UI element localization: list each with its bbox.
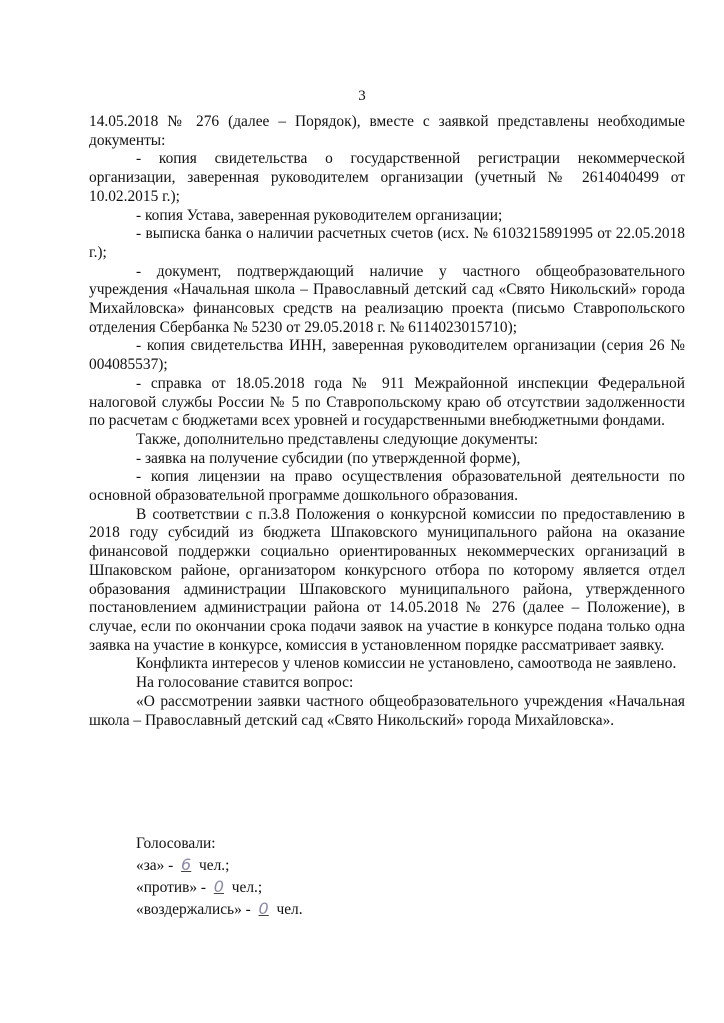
paragraph: 14.05.2018 № 276 (далее – Порядок), вместе с заявкой представлены необходимые документы: [89, 113, 685, 149]
page-number: 3 [358, 88, 366, 104]
vote-against-handwritten-value: 0 [213, 877, 224, 896]
vote-unit: чел. [276, 901, 303, 918]
voting-results [136, 833, 536, 920]
paragraph: - копия Устава, заверенная руководителем организации; [136, 206, 503, 224]
paragraph: В соответствии с п.3.8 Положения о конкурсной комиссии по предоставлению в 2018 году субсидий из бюджета Шпаковского муниципального района на оказание финансовой поддержки социально ориентированных некоммерческих организаций в Шпаковском районе, организатором конкурсного отбора по которому является отдел образования администрации Шпаковского муниципального района, утвержденного постановлением администрации района от 14.05.2018 № 276 (далее – Положение), в случае, если по окончании срока подачи заявок на участие в конкурсе подана только одна заявка на участие в конкурсе, комиссия в установленном порядке рассматривает заявку. [89, 505, 685, 654]
paragraph: «О рассмотрении заявки частного общеобразовательного учреждения «Начальная школа – Православный детский сад «Свято Никольский» города Михайловска». [89, 692, 685, 729]
paragraph: - заявка на получение субсидии (по утвержденной форме), [136, 449, 521, 467]
document-body [89, 113, 685, 730]
paragraph: Конфликта интересов у членов комиссии не установлено, самоотвода не заявлено. [136, 655, 677, 673]
vote-for-label: «за» - [136, 857, 174, 874]
vote-unit: чел.; [199, 857, 230, 874]
paragraph: - копия свидетельства ИНН, заверенная руководителем организации (серия 26 № 004085537); [89, 337, 685, 374]
vote-against-line [136, 876, 536, 898]
vote-abstain-line [136, 898, 536, 920]
paragraph: - справка от 18.05.2018 года № 911 Межрайонной инспекции Федеральной налоговой службы России № 5 по Ставропольскому краю об отсутствии задолженности по расчетам с бюджетами всех уровней и государственными внебюджетными фондами. [89, 374, 685, 430]
paragraph: - выписка банка о наличии расчетных счетов (исх. № 6103215891995 от 22.05.2018 г.); [89, 225, 685, 261]
paragraph: - копия свидетельства о государственной регистрации некоммерческой организации, заверенная руководителем организации (учетный № 2614040499 от 10.02.2015 г.); [89, 150, 685, 205]
paragraph: Также, дополнительно представлены следующие документы: [136, 430, 539, 448]
paragraph: На голосование ставится вопрос: [136, 674, 354, 692]
vote-for-line [136, 854, 536, 876]
voting-heading: Голосовали: [136, 835, 216, 852]
paragraph: - документ, подтверждающий наличие у частного общеобразовательного учреждения «Начальная школа – Православный детский сад «Свято Никольский» города Михайловска» финансовых средств на реализацию проекта (письмо Ставропольского отделения Сбербанка № 5230 от 29.05.2018 г. № 6114023015710); [89, 262, 685, 336]
vote-unit: чел.; [231, 879, 263, 896]
vote-abstain-handwritten-value: 0 [258, 899, 269, 918]
vote-for-handwritten-value: 6 [181, 855, 192, 874]
vote-abstain-label: «воздержались» - [136, 901, 251, 918]
paragraph: - копия лицензии на право осуществления образовательной деятельности по основной образовательной программе дошкольного образования. [89, 468, 685, 505]
vote-against-label: «против» - [136, 879, 207, 896]
